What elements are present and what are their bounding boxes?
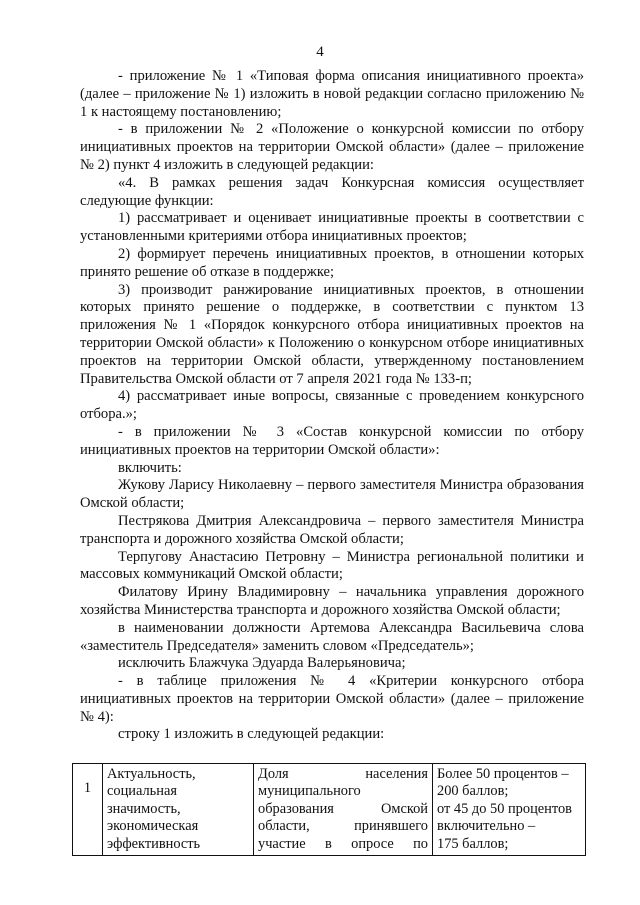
paragraph: 2) формирует перечень инициативных проектов, в отношении которых принято решение об отказе в поддержке;	[80, 245, 584, 280]
row-number-cell: 1	[73, 764, 103, 856]
criteria-table	[72, 763, 586, 856]
indicator-cell	[254, 764, 433, 856]
paragraph: 1) рассматривает и оценивает инициативные проекты в соответствии с установленными критериями отбора инициативных проектов;	[80, 210, 584, 245]
paragraph: - в таблице приложения № 4 «Критерии конкурсного отбора инициативных проектов на территории Омской области» (далее – приложение № 4):	[80, 673, 584, 725]
criterion-line: значимость,	[107, 800, 181, 817]
indicator-line: участие в опросе по	[258, 835, 428, 852]
criterion-line: эффективность	[107, 835, 201, 852]
paragraph: Филатову Ирину Владимировну – начальника управления дорожного хозяйства Министерства транспорта и дорожного хозяйства Омской области;	[80, 584, 584, 618]
indicator-line: Доля населения	[258, 766, 428, 782]
criterion-line: социальная	[107, 783, 177, 800]
paragraph: Терпугову Анастасию Петровну – Министра региональной политики и массовых коммуникаций Омской области;	[80, 548, 584, 583]
paragraph: Жукову Ларису Николаевну – первого заместителя Министра образования Омской области;	[80, 477, 584, 512]
table-row	[73, 764, 586, 856]
paragraph: исключить Блажчука Эдуарда Валерьяновича;	[118, 655, 406, 672]
paragraph: - в приложении № 3 «Состав конкурсной комиссии по отбору инициативных проектов на территории Омской области»:	[80, 423, 584, 458]
paragraph: «4. В рамках решения задач Конкурсная комиссия осуществляет следующие функции:	[80, 174, 584, 209]
paragraph: - приложение № 1 «Типовая форма описания инициативного проекта» (далее – приложение № 1) изложить в новой редакции согласно приложению № 1 к настоящему постановлению;	[80, 68, 584, 120]
score-line: 175 баллов;	[437, 835, 509, 852]
paragraph: 3) производит ранжирование инициативных проектов, в отношении которых принято решение о поддержке, в соответствии с пунктом 13 приложения № 1 «Порядок конкурсного отбора инициативных проектов на территории Омской области» к Положению о конкурсном отборе инициативных проектов на территории Омской области, утвержденному постановлением Правительства Омской области от 7 апреля 2021 года № 133-п;	[80, 281, 584, 387]
paragraph: в наименовании должности Артемова Александра Васильевича слова «заместитель Председателя» заменить словом «Председатель»;	[80, 619, 584, 654]
score-line: включительно –	[437, 818, 536, 835]
paragraph: 4) рассматривает иные вопросы, связанные с проведением конкурсного отбора.»;	[80, 388, 584, 423]
page-number: 4	[316, 44, 324, 60]
criterion-line: экономическая	[107, 818, 199, 835]
paragraph: строку 1 изложить в следующей редакции:	[118, 726, 385, 743]
paragraph: - в приложении № 2 «Положение о конкурсной комиссии по отбору инициативных проектов на территории Омской области» (далее – приложение № 2) пункт 4 изложить в следующей редакции:	[80, 121, 584, 173]
indicator-line: области, принявшего	[258, 818, 428, 835]
score-line: от 45 до 50 процентов	[437, 800, 572, 817]
criterion-line: Актуальность,	[107, 766, 196, 782]
paragraph: включить:	[118, 459, 182, 476]
document-body	[80, 68, 584, 744]
criterion-cell	[103, 764, 254, 856]
indicator-line: образования Омской	[258, 800, 428, 817]
score-line: Более 50 процентов –	[437, 766, 569, 782]
score-cell	[433, 764, 586, 856]
score-line: 200 баллов;	[437, 783, 509, 800]
indicator-line: муниципального	[258, 783, 361, 800]
paragraph: Пестрякова Дмитрия Александровича – первого заместителя Министра транспорта и дорожного хозяйства Омской области;	[80, 512, 584, 547]
